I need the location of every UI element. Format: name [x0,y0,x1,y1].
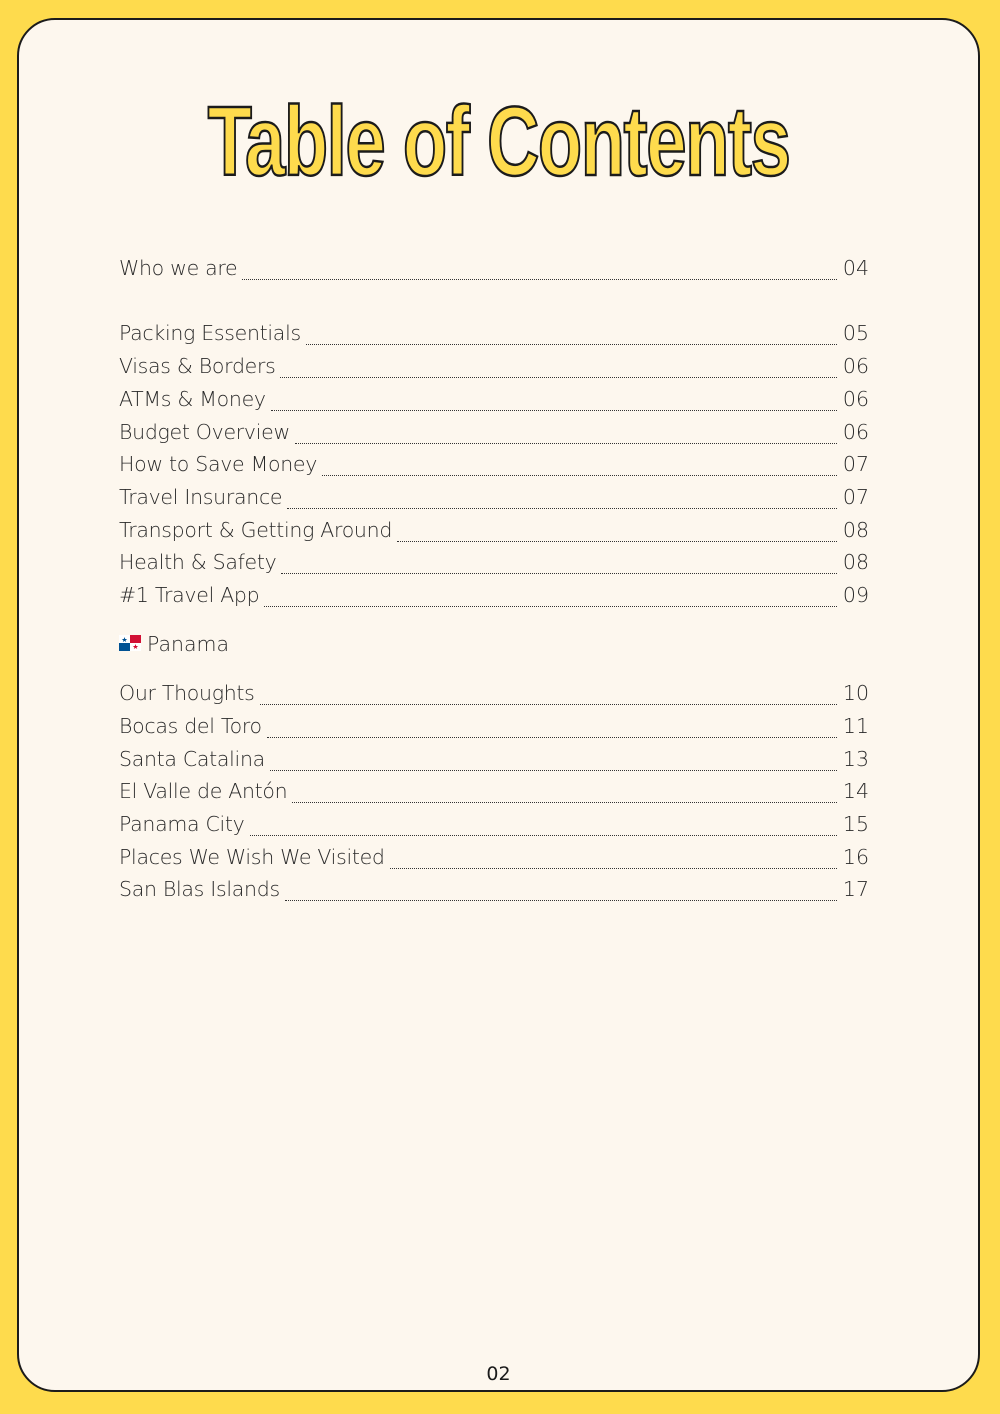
dot-leader [292,802,837,803]
toc-entry[interactable] [119,681,869,711]
toc-entry-label: #1 Travel App [119,583,260,607]
toc-entry-label: San Blas Islands [119,877,280,901]
dot-leader [287,508,837,509]
toc-entry-label: Bocas del Toro [119,714,262,738]
toc-entry-label: Places We Wish We Visited [119,845,385,869]
toc-entry-page: 11 [842,714,869,738]
toc-entry-page: 15 [842,812,869,836]
toc-entry-label: Budget Overview [119,420,290,444]
toc-entry-page: 05 [842,321,869,345]
dot-leader [260,704,837,705]
toc-entry[interactable] [119,779,869,809]
toc-entry[interactable] [119,747,869,777]
dot-leader [280,377,837,378]
toc-entry-label: Visas & Borders [119,354,276,378]
dot-leader [322,475,837,476]
toc-entry[interactable] [119,256,869,286]
page-number: 02 [486,1363,511,1385]
toc-entry-page: 09 [842,583,869,607]
toc-entry-label: Packing Essentials [119,321,301,345]
dot-leader [242,279,837,280]
dot-leader [306,344,837,345]
toc-entry-label: El Valle de Antón [119,779,288,803]
toc-entry-page: 06 [842,354,869,378]
toc-entry[interactable] [119,812,869,842]
toc-entry[interactable] [119,387,869,417]
toc-entry-page: 07 [842,485,869,509]
toc-entry-page: 04 [842,256,869,280]
toc-entry[interactable] [119,354,869,384]
toc-entry-page: 17 [842,877,869,901]
section-heading-label: Panama [147,632,230,656]
toc-entry-page: 08 [842,550,869,574]
toc-entry-page: 06 [842,387,869,411]
dot-leader [267,737,837,738]
dot-leader [390,868,837,869]
toc-entry-page: 14 [842,779,869,803]
toc-entry-label: Travel Insurance [119,485,283,509]
toc-entry[interactable] [119,485,869,515]
toc-entry[interactable] [119,321,869,351]
toc-entry-label: ATMs & Money [119,387,266,411]
section-heading-panama [119,632,229,656]
toc-entry-page: 07 [842,452,869,476]
toc-entry-label: Santa Catalina [119,747,265,771]
dot-leader [295,443,837,444]
toc-entry[interactable] [119,550,869,580]
toc-entry[interactable] [119,518,869,548]
dot-leader [264,606,837,607]
toc-entry[interactable] [119,583,869,613]
toc-entry[interactable] [119,845,869,875]
toc-entry-page: 08 [842,518,869,542]
toc-entry-label: Health & Safety [119,550,277,574]
toc-entry[interactable] [119,452,869,482]
dot-leader [281,573,837,574]
dot-leader [250,835,838,836]
toc-entry-page: 16 [842,845,869,869]
dot-leader [397,541,837,542]
toc-entry[interactable] [119,714,869,744]
toc-entry[interactable] [119,420,869,450]
dot-leader [285,900,837,901]
toc-entry-label: Who we are [119,256,238,280]
toc-entry-label: Our Thoughts [119,681,255,705]
toc-entry-page: 06 [842,420,869,444]
toc-entry-label: Transport & Getting Around [119,518,393,542]
dot-leader [271,410,837,411]
page-title: Table of Contents [207,86,790,196]
toc-entry-label: How to Save Money [119,452,318,476]
toc-entry[interactable] [119,877,869,907]
page-card [17,18,980,1392]
dot-leader [270,770,837,771]
toc-entry-page: 13 [842,747,869,771]
panama-flag-icon [119,635,141,651]
toc-entry-label: Panama City [119,812,245,836]
toc-entry-page: 10 [842,681,869,705]
